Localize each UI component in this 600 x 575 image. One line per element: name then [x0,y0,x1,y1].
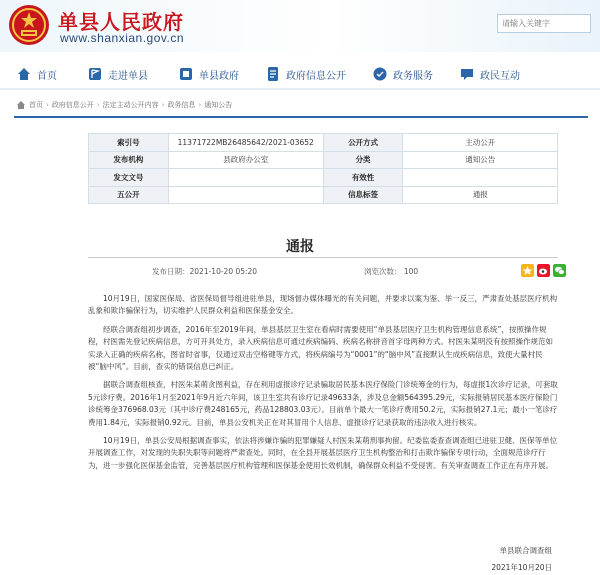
search-input[interactable] [497,14,591,33]
nav-label: 政务服务 [393,70,433,82]
table-row [89,151,558,169]
nav-label: 政府信息公开 [286,70,346,82]
info-value [403,169,558,187]
site-url: www.shanxian.gov.cn [60,31,185,45]
table-row [89,134,558,152]
site-title: 单县人民政府 [58,10,184,34]
home-icon [16,66,32,82]
chat-icon [459,66,475,82]
nav-label: 政民互动 [480,70,520,82]
breadcrumb-separator: › [46,101,49,109]
nav-item-government[interactable] [172,59,245,89]
breadcrumb-item[interactable]: 政务信息 [167,101,196,109]
info-key: 五公开 [89,186,169,204]
nav-item-services[interactable] [366,59,439,89]
document-icon [265,66,281,82]
nav-item-info-disclosure[interactable] [259,59,352,89]
wechat-share-icon[interactable] [553,264,566,277]
site-header [0,0,600,52]
breadcrumb-separator: › [161,101,165,109]
document-title: 通报 [286,239,314,255]
signature-date: 2021年10月20日 [491,563,552,572]
table-row [89,186,558,204]
nav-label: 走进单县 [108,70,148,82]
body-paragraph: 据联合调查组核查，村医朱某萌贪图利益，存在利用虚报诊疗记录骗取居民基本医疗保险门诊统筹金的行为，每虚报1次诊疗记录，可套取5元诊疗费。2016年1月至2021年9月近六年间，该卫生室共有诊疗记录49633条，涉及总金额564395.29元，实际报销居民基本医疗保险门诊统筹金376968.03元（其中诊疗费248165元，药品128803.03元）。目前单个最大一笔诊疗费用50.2元，实际报销27.1元；最小一笔诊疗费用1.84元，实际报销0.92元。目前，单县公安机关正在对其冒用个人信息、虚报诊疗记录获取的违法收入进行核实。 [88,380,558,427]
breadcrumb-item[interactable]: 通知公告 [204,101,233,109]
breadcrumb-item[interactable]: 首页 [29,101,43,109]
breadcrumb-item[interactable]: 法定主动公开内容 [102,101,159,109]
breadcrumb-separator: › [198,101,202,109]
breadcrumb [16,98,586,112]
nav-item-interaction[interactable] [453,59,526,89]
info-value [168,186,323,204]
table-row [89,169,558,187]
national-emblem-icon [8,4,50,46]
signature-org: 单县联合调查组 [499,546,552,555]
weibo-share-icon[interactable] [537,264,550,277]
info-key: 发文文号 [89,169,169,187]
publish-date: 发布日期：2021-10-20 05:20 [152,267,258,276]
info-key: 信息标签 [323,186,403,204]
qzone-share-icon[interactable] [521,264,534,277]
info-key: 有效性 [323,169,403,187]
info-value: 11371722MB26485642/2021-03652 [168,134,323,152]
nav-label: 首页 [37,70,57,82]
flag-icon [87,66,103,82]
service-icon [372,66,388,82]
title-divider [88,257,558,258]
nav-item-home[interactable] [10,59,63,89]
document-info-table [88,133,558,204]
view-count: 浏览次数： 100 [364,267,419,276]
info-value: 通知公告 [403,151,558,169]
nav-label: 单县政府 [199,70,239,82]
share-buttons [521,264,566,277]
breadcrumb-item[interactable]: 政府信息公开 [51,101,94,109]
main-nav [0,60,600,90]
document-body [88,293,560,478]
info-key: 分类 [323,151,403,169]
info-value [168,169,323,187]
building-icon [178,66,194,82]
breadcrumb-separator: › [96,101,100,109]
info-value: 主动公开 [403,134,558,152]
info-value: 通报 [403,186,558,204]
info-value: 县政府办公室 [168,151,323,169]
info-key: 发布机构 [89,151,169,169]
body-paragraph: 10月19日，国家医保局、省医保局督导组进驻单县，现场督办媒体曝光的有关问题，并要求以案为鉴、举一反三，严肃查处基层医疗机构乱象和欺诈骗保行为，切实维护人民群众利益和医保基金安全。 [88,294,558,316]
nav-item-about[interactable] [81,59,154,89]
home-icon [16,100,26,110]
body-paragraph: 经联合调查组初步调查，2016年至2019年间，单县基层卫生室在看病时需要使用“单县基层医疗卫生机构管理信息系统”，按照操作规程，村医需先登记疾病信息，方可开具处方，录入疾病信息可通过疾病编码、疾病名称拼音首字母两种方式。村医朱某明没有按照操作规范如实录入正确的疾病名称，图省时省事，仅通过双击空格键等方式，将疾病编号为“0001”的“脑中风”直接默认生成疾病信息，致使大量村民被“脑中风”。目前，查实的错误信息已纠正。 [88,324,553,372]
body-paragraph: 10月19日，单县公安局根据调查事实，依法将涉嫌诈骗的犯罪嫌疑人村医朱某萌刑事拘留。纪委监委查查调查组已进驻卫健、医保等单位开展调查工作，对发现的失职失职等问题将严肃查处。同时，在全县开展基层医疗卫生机构整治和打击欺诈骗保专项行动，全面规范诊疗行为，进一步强化医保基金监管，完善基层医疗机构管理和医保基金使用长效机制，确保群众利益不受侵害。有关审查调查工作正在有序开展。 [88,436,558,470]
info-key: 索引号 [89,134,169,152]
info-key: 公开方式 [323,134,403,152]
